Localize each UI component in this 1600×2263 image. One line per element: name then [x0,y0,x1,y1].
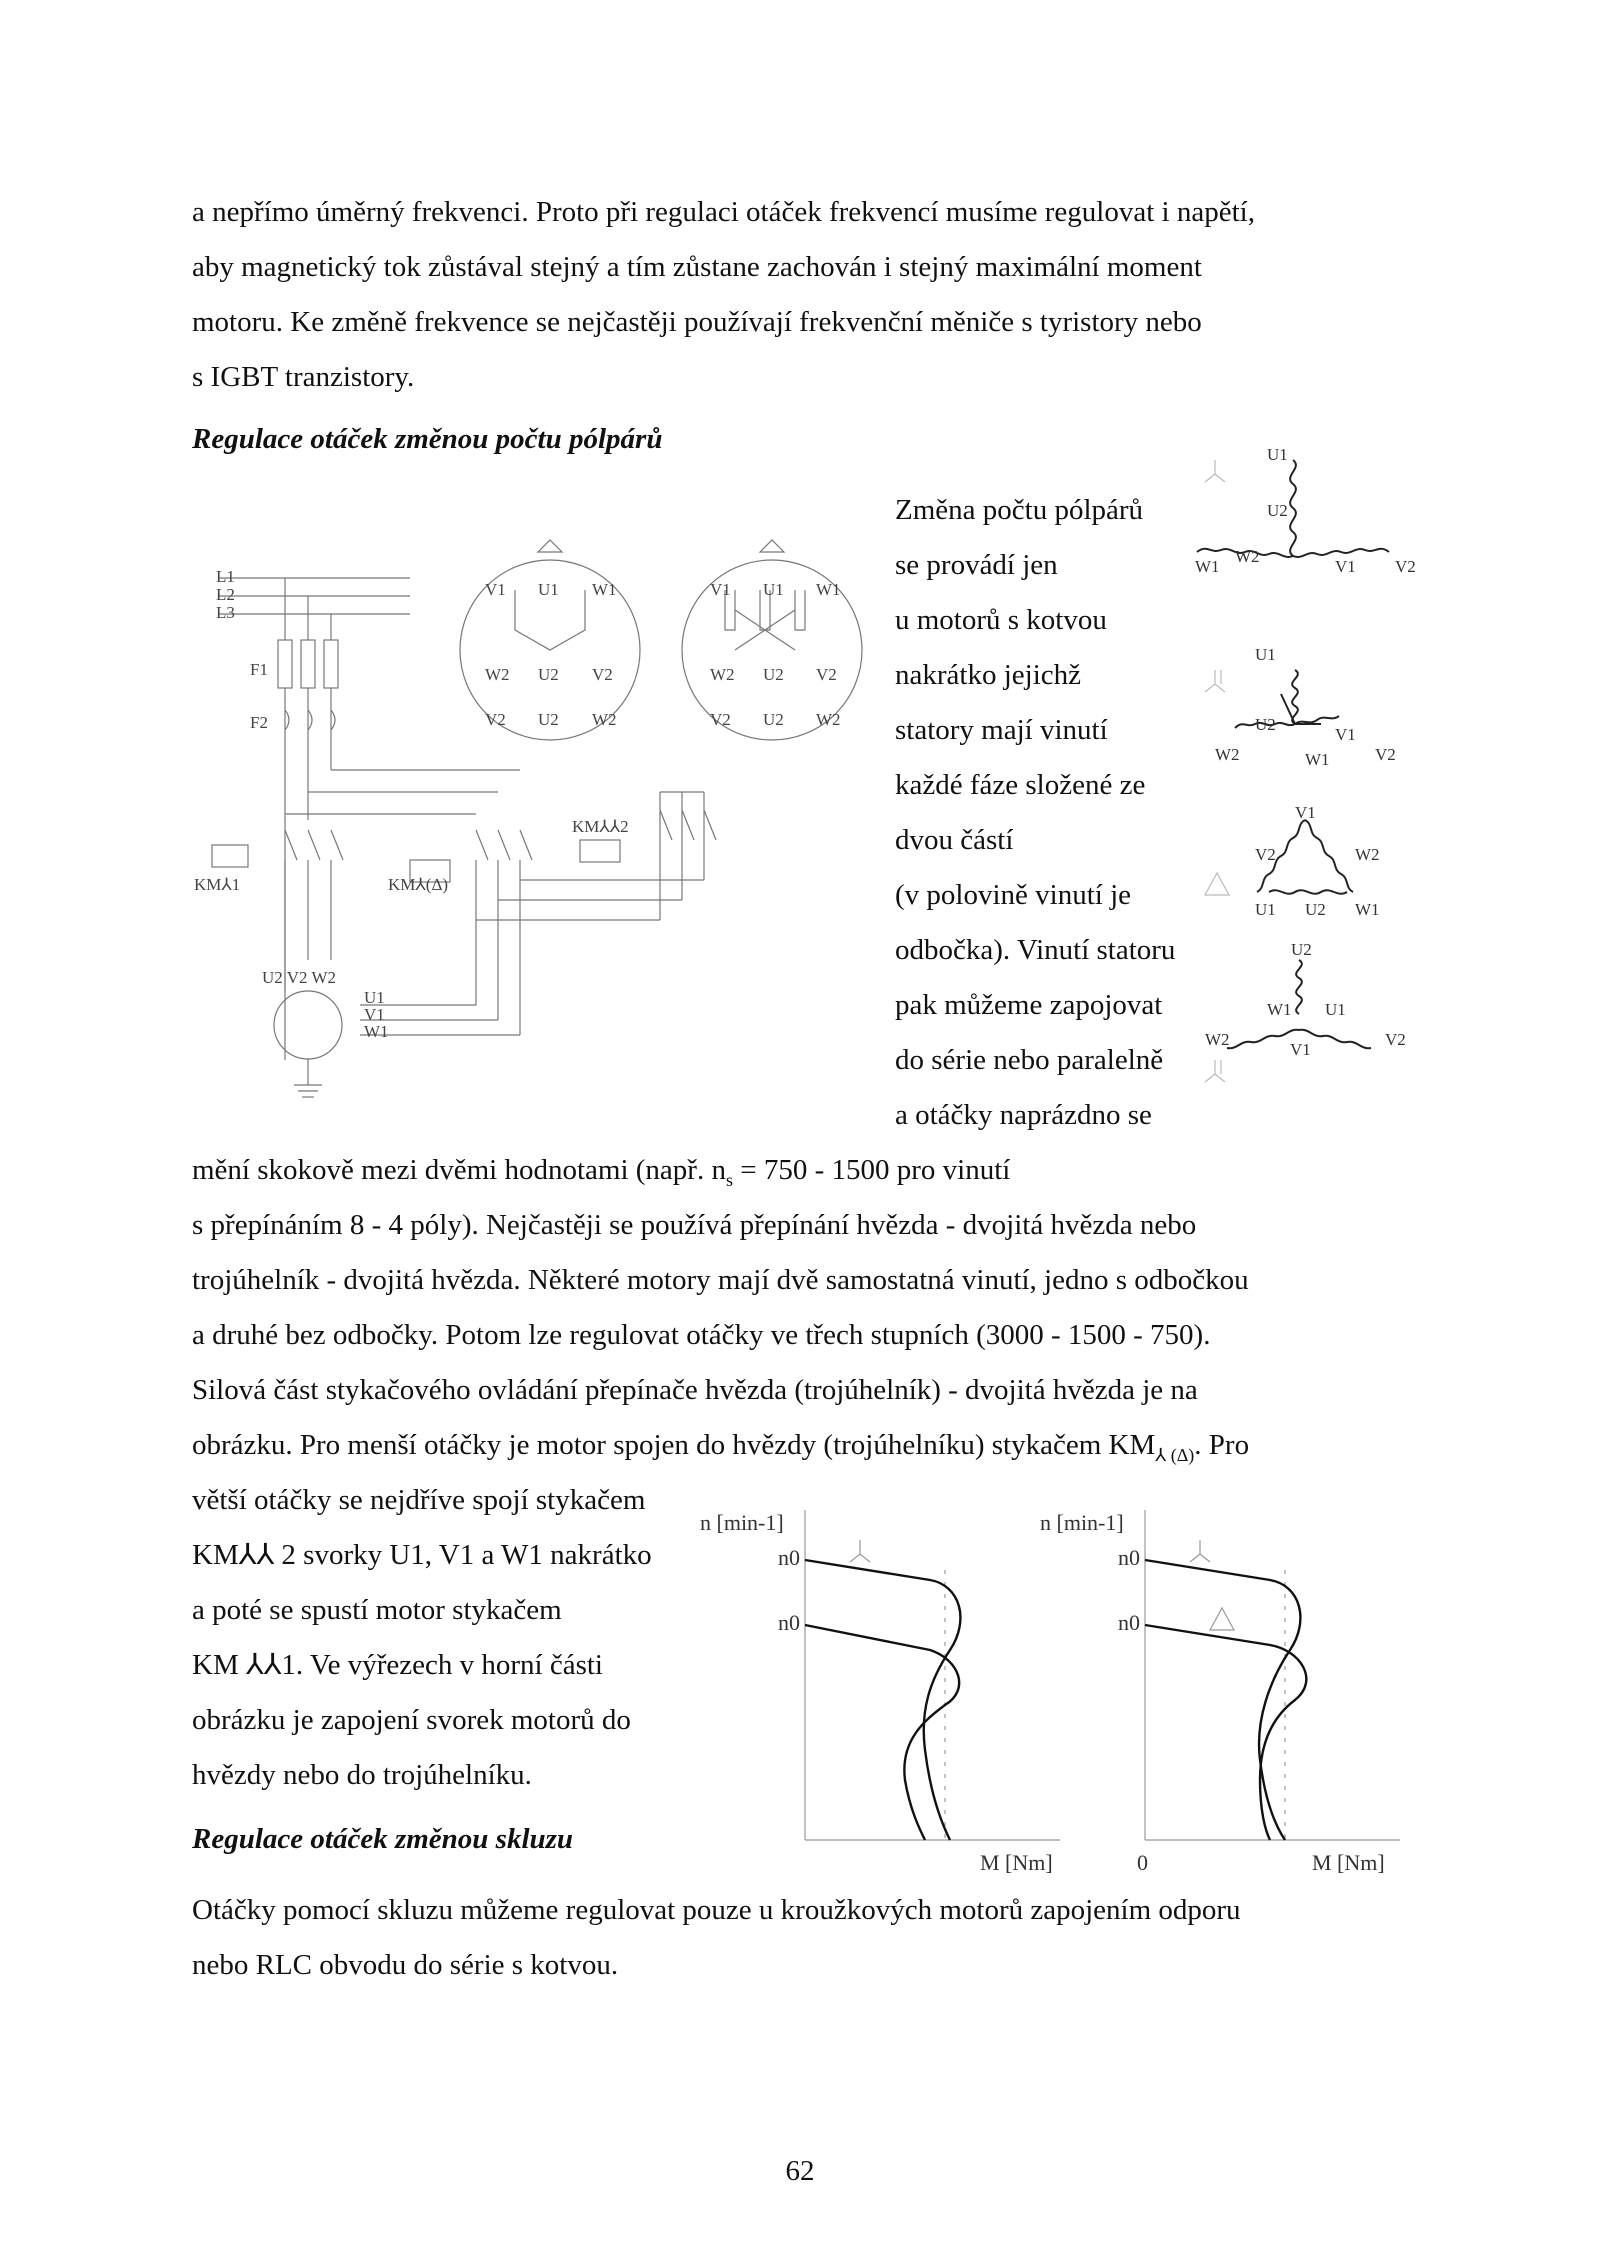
speed-torque-graphs [700,1490,1420,1890]
origin-label: 0 [1137,1850,1148,1875]
winding-label: U2 [1305,900,1326,919]
box-label: U2 [538,710,559,729]
winding-label: V1 [1290,1040,1311,1059]
box-label: U1 [538,580,559,599]
box-label: V2 [816,665,837,684]
winding-label: U1 [1267,445,1288,464]
motor-terminal-v1: V1 [364,1005,385,1024]
n0-label: n0 [1118,1545,1140,1570]
y-axis-label-left: n [min-1] [700,1510,784,1535]
box-label: U2 [763,710,784,729]
fuse-label-f2: F2 [250,713,268,732]
motor-terminal-u1: U1 [364,988,385,1007]
paragraph-line: s přepínáním 8 - 4 póly). Nejčastěji se používá přepínání hvězda - dvojitá hvězda nebo [192,1209,1197,1241]
winding-label: U2 [1255,715,1276,734]
line-label-l3: L3 [216,603,235,622]
contactor-label-km1: KM⅄1 [194,875,241,894]
winding-label: W2 [1235,547,1260,566]
km-text-before: obrázku. Pro menší otáčky je motor spojen do hvězdy (trojúhelníku) stykačem KM [192,1429,1156,1461]
x-axis-label-left: M [Nm] [980,1850,1053,1875]
km-text-after: . Pro [1194,1429,1250,1461]
box-label: W1 [592,580,617,599]
paragraph-line: nebo RLC obvodu do série s kotvou. [192,1949,619,1981]
winding-label: V2 [1375,745,1396,764]
paragraph-line: a poté se spustí motor stykačem [192,1594,562,1626]
side-text-line: pak můžeme zapojovat [895,989,1163,1021]
box-label: V1 [710,580,731,599]
box-label: U2 [763,665,784,684]
ns-text-after: = 750 - 1500 pro vinutí [732,1154,1011,1186]
winding-label: V2 [1385,1030,1406,1049]
winding-label: U1 [1325,1000,1346,1019]
line-label-l1: L1 [216,567,235,586]
winding-label: V1 [1295,803,1316,822]
side-text-line: a otáčky naprázdno se [895,1099,1152,1131]
winding-label: W1 [1267,1000,1292,1019]
winding-label: U1 [1255,645,1276,664]
n0-label: n0 [1118,1610,1140,1635]
x-axis-label-right: M [Nm] [1312,1850,1385,1875]
ns-text-before: mění skokově mezi dvěmi hodnotami (např. n [192,1154,726,1186]
fuse-label-f1: F1 [250,660,268,679]
box-label: V1 [485,580,506,599]
paragraph-line: Otáčky pomocí skluzu můžeme regulovat pouze u kroužkových motorů zapojením odporu [192,1894,1241,1926]
section-heading: Regulace otáček změnou skluzu [192,1823,574,1855]
side-text-line: (v polovině vinutí je [895,879,1131,911]
paragraph-line: a nepřímo úměrný frekvenci. Proto při regulaci otáček frekvencí musíme regulovat i napětí, [192,196,1255,228]
box-label: U2 [538,665,559,684]
y-axis-label-right: n [min-1] [1040,1510,1124,1535]
section-heading: Regulace otáček změnou počtu pólpárů [192,423,663,455]
n0-label: n0 [778,1610,800,1635]
side-text-line: dvou částí [895,824,1014,856]
box-label: V2 [592,665,613,684]
winding-label: V1 [1335,557,1356,576]
paragraph-line: trojúhelník - dvojitá hvězda. Některé motory mají dvě samostatná vinutí, jedno s odbočkou [192,1264,1249,1296]
box-label: W2 [710,665,735,684]
paragraph-line: aby magnetický tok zůstával stejný a tím zůstane zachován i stejný maximální moment [192,251,1202,283]
winding-label: W2 [1205,1030,1230,1049]
box-label: V2 [485,710,506,729]
winding-label: U1 [1255,900,1276,919]
paragraph-line [192,1425,1249,1475]
winding-label: U2 [1267,501,1288,520]
paragraph-line: Silová část stykačového ovládání přepínače hvězda (trojúhelník) - dvojitá hvězda je na [192,1374,1198,1406]
box-label: W2 [816,710,841,729]
side-text-line: Změna počtu pólpárů [895,494,1144,526]
winding-label: V2 [1255,845,1276,864]
page-number: 62 [785,2155,815,2187]
km-subscript: ⅄ (Δ) [1155,1444,1195,1465]
winding-label: W1 [1305,750,1330,769]
motor-terminals-a: U2 V2 W2 [262,968,336,987]
side-text-line: odbočka). Vinutí statoru [895,934,1176,966]
box-label: W2 [485,665,510,684]
contactor-label-km2: KM⅄⅄2 [572,817,629,836]
paragraph-line: obrázku je zapojení svorek motorů do [192,1704,631,1736]
paragraph-line: hvězdy nebo do trojúhelníku. [192,1759,532,1791]
paragraph-line: s IGBT tranzistory. [192,361,415,393]
winding-label: W2 [1355,845,1380,864]
winding-label: W2 [1215,745,1240,764]
winding-connection-diagrams [1195,440,1425,1200]
side-text-line: nakrátko jejichž [895,659,1081,691]
ns-subscript: s [725,1169,733,1190]
side-text-line: statory mají vinutí [895,714,1108,746]
side-text-line: do série nebo paralelně [895,1044,1164,1076]
paragraph-line: KM⅄⅄ 2 svorky U1, V1 a W1 nakrátko [192,1539,652,1571]
winding-label: W1 [1355,900,1380,919]
winding-label: V2 [1395,557,1416,576]
winding-label: W1 [1195,557,1220,576]
box-label: U1 [763,580,784,599]
side-text-line: u motorů s kotvou [895,604,1107,636]
box-label: W2 [592,710,617,729]
paragraph-line: a druhé bez odbočky. Potom lze regulovat otáčky ve třech stupních (3000 - 1500 - 750). [192,1319,1211,1351]
paragraph-line [192,1150,1010,1200]
paragraph-line: větší otáčky se nejdříve spojí stykačem [192,1484,646,1516]
contactor-label-km-star: KM⅄(Δ) [388,875,449,894]
winding-label: U2 [1291,940,1312,959]
box-label: W1 [816,580,841,599]
pole-switching-circuit-diagram [190,520,880,1120]
winding-label: V1 [1335,725,1356,744]
side-text-line: každé fáze složené ze [895,769,1146,801]
line-label-l2: L2 [216,585,235,604]
motor-terminal-w1: W1 [364,1022,389,1041]
side-text-line: se provádí jen [895,549,1058,581]
paragraph-line: KM ⅄⅄1. Ve výřezech v horní části [192,1649,603,1681]
paragraph-line: motoru. Ke změně frekvence se nejčastěji používají frekvenční měniče s tyristory nebo [192,306,1202,338]
box-label: V2 [710,710,731,729]
n0-label: n0 [778,1545,800,1570]
